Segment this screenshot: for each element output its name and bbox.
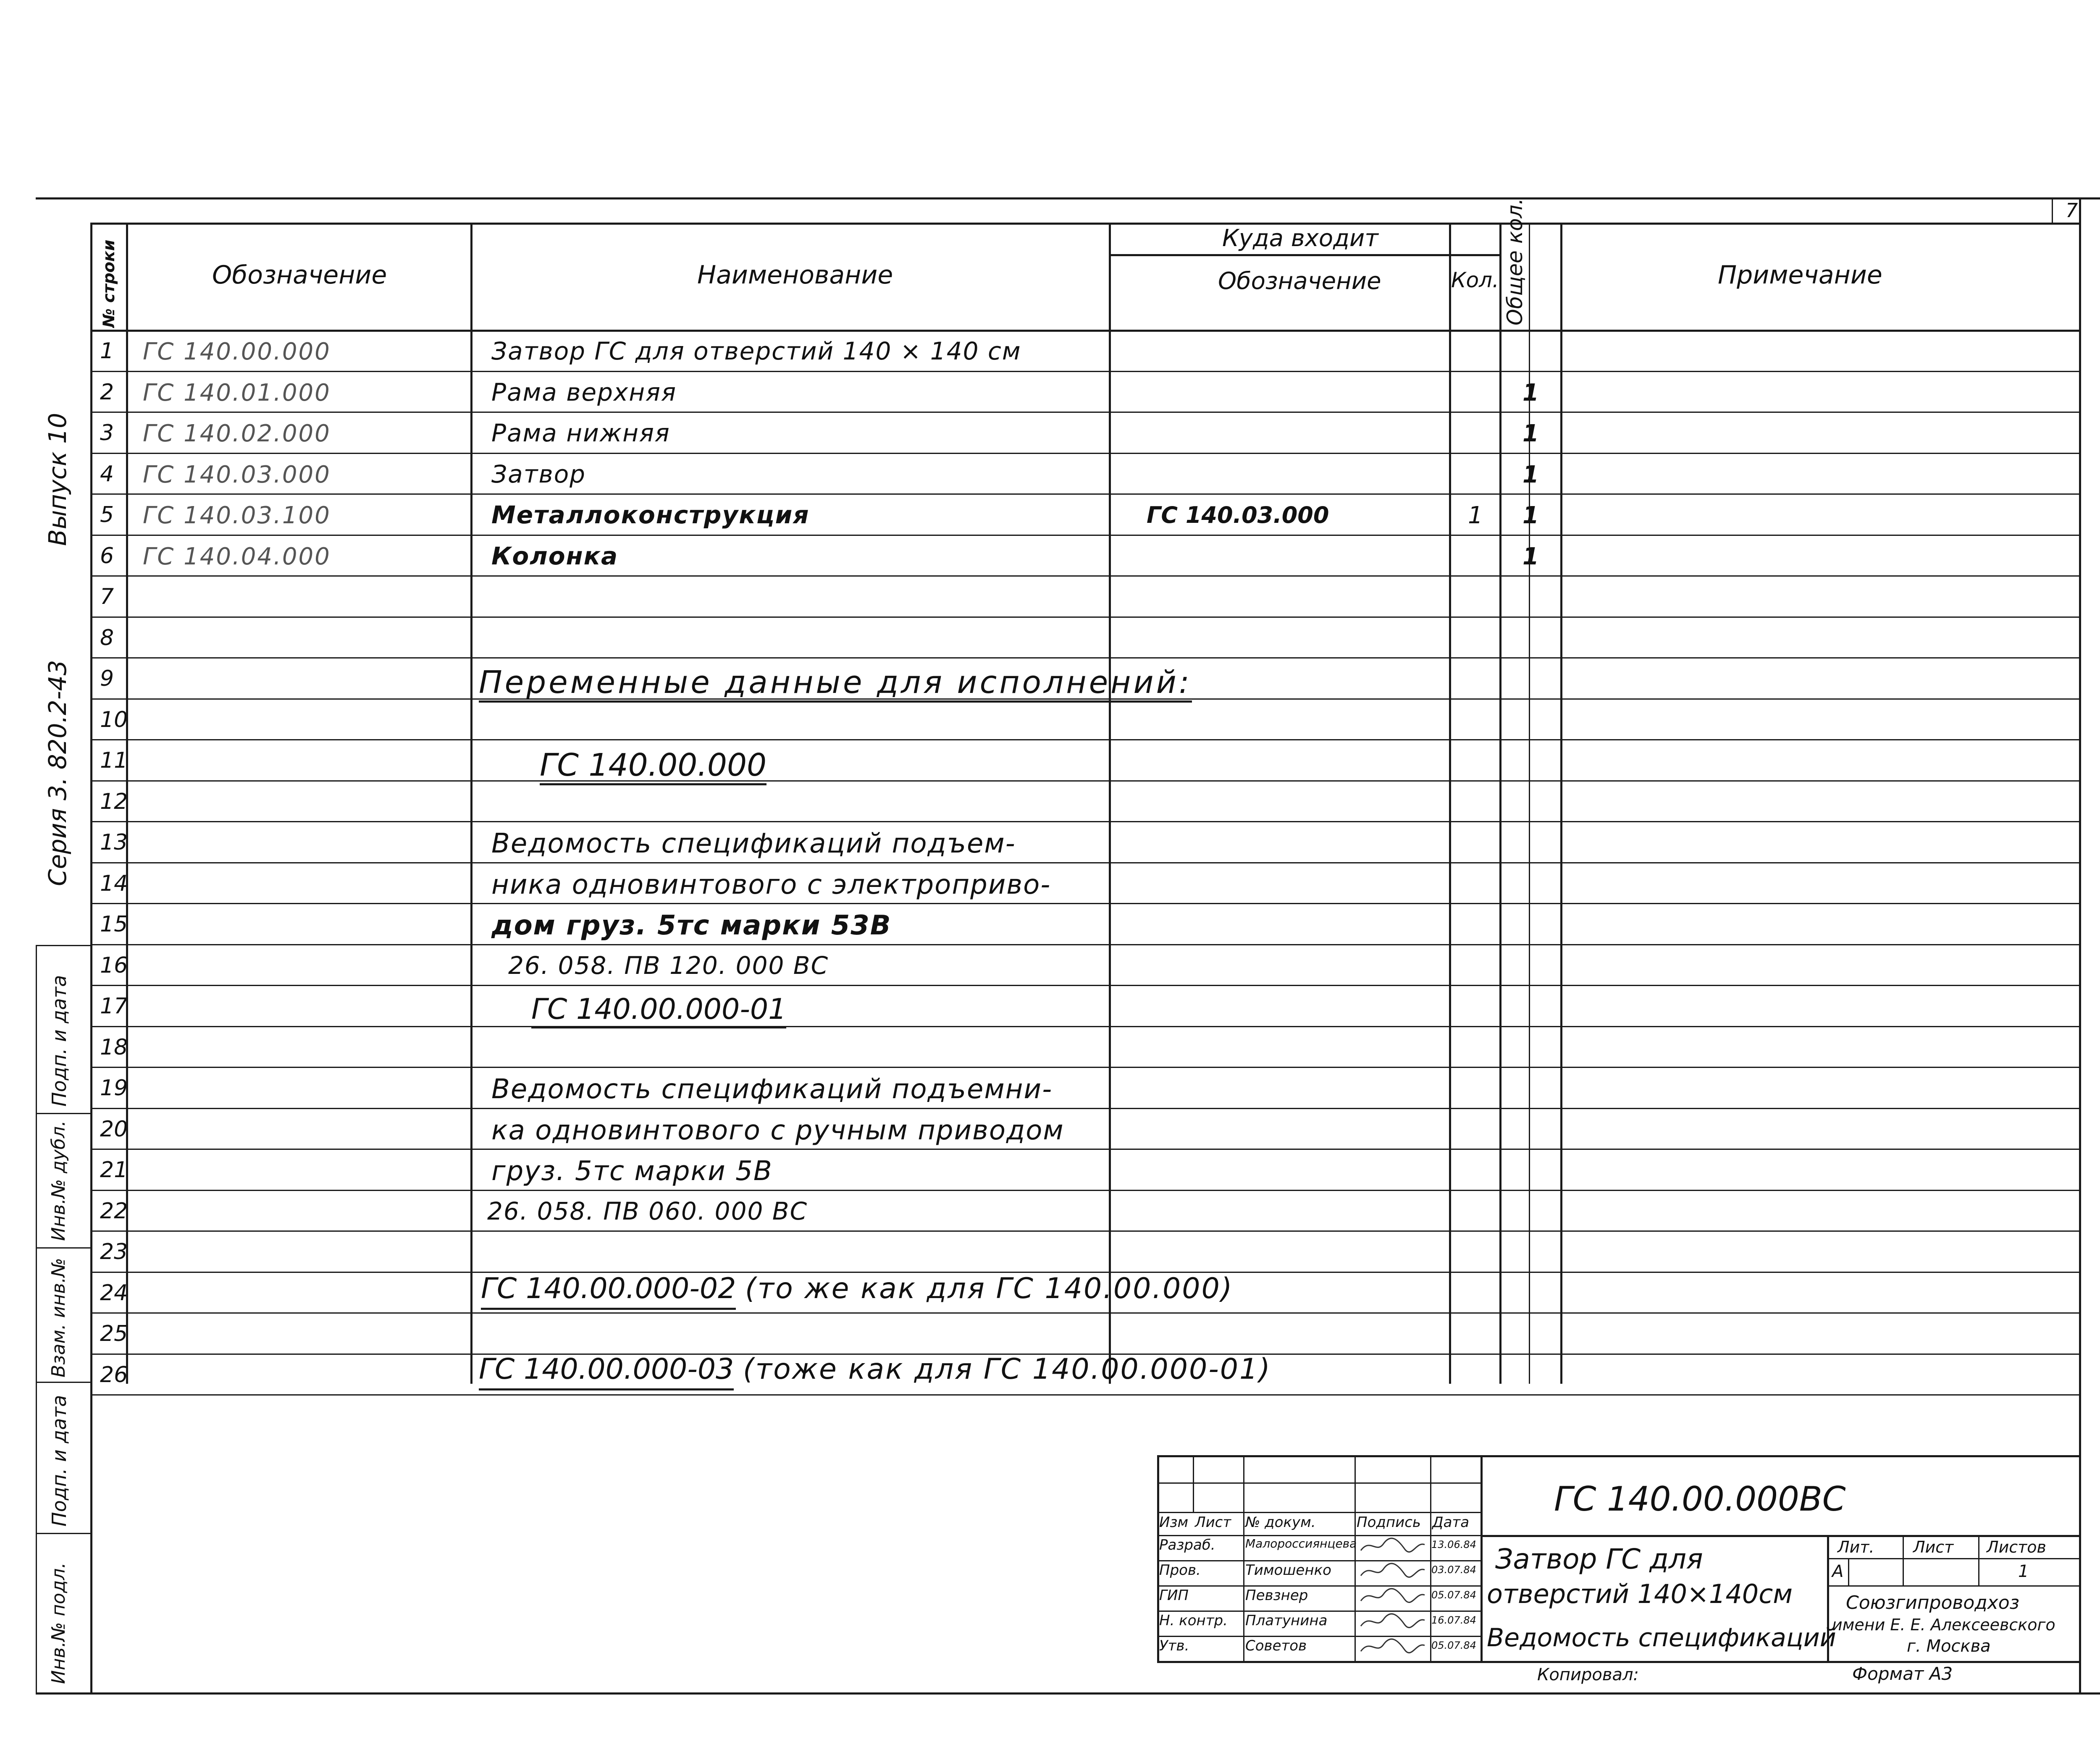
row-number: 12 bbox=[100, 789, 128, 814]
row-number: 15 bbox=[100, 912, 128, 937]
row-number: 18 bbox=[100, 1035, 128, 1060]
signature-scribble bbox=[1357, 1561, 1429, 1582]
variant-code-03: ГС 140.00.000-03 bbox=[479, 1353, 734, 1390]
signer-role: Разраб. bbox=[1159, 1537, 1215, 1553]
margin-sign-date-1: Подп. и дата bbox=[48, 975, 71, 1107]
row-number: 23 bbox=[100, 1239, 128, 1264]
row-number: 22 bbox=[100, 1199, 128, 1224]
signer-name: Малороссиянцева bbox=[1245, 1537, 1357, 1550]
variant-row-26 bbox=[479, 1355, 1271, 1384]
row-number: 11 bbox=[100, 748, 128, 773]
row-name: Металлоконструкция bbox=[491, 501, 810, 529]
row-name: Рама верхняя bbox=[491, 378, 677, 407]
margin-series: Серия 3. 820.2-43 bbox=[43, 660, 72, 886]
signer-role: Утв. bbox=[1159, 1637, 1189, 1654]
signer-role: Пров. bbox=[1159, 1562, 1201, 1579]
row-number: 17 bbox=[100, 994, 128, 1019]
margin-vzam-inv: Взам. инв.№ bbox=[48, 1258, 69, 1377]
title-col-header: Лист bbox=[1195, 1514, 1231, 1531]
title-col-header: Дата bbox=[1432, 1514, 1470, 1531]
row-number: 13 bbox=[100, 830, 128, 855]
row-number: 3 bbox=[100, 420, 114, 446]
row-name: Колонка bbox=[491, 542, 619, 570]
row-name: Ведомость спецификаций подъемни- bbox=[491, 1074, 1053, 1105]
variant-note-03: (тоже как для ГС 140.00.000-01) bbox=[743, 1353, 1271, 1386]
header-where-designation: Обозначение bbox=[1218, 268, 1381, 295]
variant-note-02: (то же как для ГС 140.00.000) bbox=[745, 1272, 1234, 1305]
row-number: 21 bbox=[100, 1157, 128, 1183]
signer-date: 03.07.84 bbox=[1431, 1564, 1476, 1576]
page-number: 7 bbox=[2066, 199, 2078, 222]
margin-inv-dup: Инв.№ дубл. bbox=[48, 1120, 69, 1241]
row-designation: ГС 140.00.000 bbox=[143, 338, 331, 365]
signature-scribble bbox=[1357, 1636, 1429, 1657]
row-name: Затвор bbox=[491, 460, 586, 488]
row-number: 26 bbox=[100, 1362, 128, 1388]
row-total-qty: 1 bbox=[1522, 379, 1539, 407]
margin-sign-date-2: Подп. и дата bbox=[48, 1395, 71, 1527]
row-number: 24 bbox=[100, 1280, 128, 1306]
row-number: 20 bbox=[100, 1117, 128, 1142]
sheets-value: 1 bbox=[2018, 1562, 2029, 1581]
title-line-3: Ведомость спецификаций bbox=[1487, 1623, 1836, 1653]
sheets-label: Листов bbox=[1987, 1538, 2046, 1556]
row-qty: 1 bbox=[1468, 502, 1483, 529]
sheet-label: Лист bbox=[1913, 1538, 1954, 1556]
row-total-qty: 1 bbox=[1522, 420, 1539, 447]
org-line-1: Союзгипроводхоз bbox=[1846, 1592, 2020, 1613]
row-name: Ведомость спецификаций подъем- bbox=[491, 828, 1016, 859]
signature-scribble bbox=[1357, 1535, 1429, 1556]
signer-date: 05.07.84 bbox=[1431, 1640, 1476, 1651]
title-col-header: № докум. bbox=[1245, 1514, 1316, 1531]
margin-inv-orig: Инв.№ подл. bbox=[48, 1562, 69, 1684]
signer-date: 05.07.84 bbox=[1431, 1589, 1476, 1601]
doc-code: ГС 140.00.000ВС bbox=[1554, 1480, 1846, 1519]
title-col-header: Изм bbox=[1159, 1514, 1189, 1531]
row-name: 26. 058. ПВ 120. 000 ВС bbox=[508, 951, 829, 980]
variant-code-02: ГС 140.00.000-02 bbox=[481, 1272, 736, 1310]
row-designation: ГС 140.01.000 bbox=[143, 379, 331, 407]
row-total-qty: 1 bbox=[1522, 543, 1539, 570]
lit-label: Лит. bbox=[1838, 1538, 1874, 1556]
variant-code-00: ГС 140.00.000 bbox=[540, 750, 766, 785]
row-designation: ГС 140.02.000 bbox=[143, 420, 331, 447]
row-number: 8 bbox=[100, 625, 114, 651]
header-row-no: № строки bbox=[100, 239, 118, 328]
row-name: дом груз. 5тс марки 53В bbox=[491, 910, 892, 941]
header-qty: Кол. bbox=[1451, 268, 1499, 292]
header-where-used: Куда входит bbox=[1222, 225, 1378, 252]
signature-scribble bbox=[1357, 1611, 1429, 1632]
row-designation: ГС 140.03.100 bbox=[143, 502, 331, 529]
row-number: 1 bbox=[100, 338, 114, 364]
format-label: Формат А3 bbox=[1852, 1663, 1953, 1684]
row-name: 26. 058. ПВ 060. 000 ВС bbox=[487, 1197, 808, 1225]
row-number: 9 bbox=[100, 666, 114, 691]
row-designation: ГС 140.03.000 bbox=[143, 461, 331, 488]
org-line-2: имени Е. Е. Алексеевского bbox=[1832, 1616, 2055, 1634]
row-name: Затвор ГС для отверстий 140 × 140 см bbox=[491, 337, 1021, 365]
row-where-designation: ГС 140.03.000 bbox=[1147, 502, 1329, 528]
title-line-2: отверстий 140×140см bbox=[1487, 1579, 1793, 1609]
row-number: 14 bbox=[100, 871, 128, 896]
header-name: Наименование bbox=[697, 260, 893, 290]
row-name: ника одновинтового с электроприво- bbox=[491, 869, 1051, 900]
signer-role: Н. контр. bbox=[1159, 1612, 1228, 1629]
row-number: 19 bbox=[100, 1076, 128, 1101]
signer-name: Платунина bbox=[1245, 1612, 1328, 1629]
variable-data-heading: Переменные данные для исполнений: bbox=[479, 667, 1192, 703]
signature-scribble bbox=[1357, 1586, 1429, 1607]
header-designation: Обозначение bbox=[212, 260, 387, 290]
lit-value: А bbox=[1832, 1562, 1844, 1581]
title-col-header: Подпись bbox=[1357, 1514, 1421, 1531]
row-number: 25 bbox=[100, 1321, 128, 1346]
title-line-1: Затвор ГС для bbox=[1495, 1543, 1703, 1575]
row-name: груз. 5тс марки 5В bbox=[491, 1156, 773, 1187]
row-number: 7 bbox=[100, 584, 114, 609]
row-number: 2 bbox=[100, 380, 114, 405]
signer-name: Тимошенко bbox=[1245, 1562, 1331, 1579]
signer-date: 13.06.84 bbox=[1431, 1539, 1476, 1550]
row-total-qty: 1 bbox=[1522, 502, 1539, 529]
row-number: 5 bbox=[100, 502, 114, 527]
signer-date: 16.07.84 bbox=[1431, 1614, 1476, 1626]
row-total-qty: 1 bbox=[1522, 461, 1539, 488]
margin-issue: Выпуск 10 bbox=[43, 413, 72, 546]
header-total-qty: Общее кол. bbox=[1503, 198, 1527, 325]
signer-name: Советов bbox=[1245, 1637, 1307, 1654]
row-name: Рама нижняя bbox=[491, 419, 670, 447]
copied-label: Копировал: bbox=[1537, 1665, 1639, 1684]
row-designation: ГС 140.04.000 bbox=[143, 543, 331, 570]
org-line-3: г. Москва bbox=[1907, 1637, 1991, 1656]
variant-row-24 bbox=[481, 1272, 1234, 1305]
variant-code-01: ГС 140.00.000-01 bbox=[531, 995, 786, 1028]
signer-role: ГИП bbox=[1159, 1587, 1189, 1604]
row-number: 4 bbox=[100, 462, 114, 487]
header-note: Примечание bbox=[1718, 260, 1882, 290]
row-number: 16 bbox=[100, 953, 128, 978]
row-number: 10 bbox=[100, 707, 128, 732]
signer-name: Певзнер bbox=[1245, 1587, 1308, 1604]
row-number: 6 bbox=[100, 543, 114, 569]
row-name: ка одновинтового с ручным приводом bbox=[491, 1115, 1064, 1146]
